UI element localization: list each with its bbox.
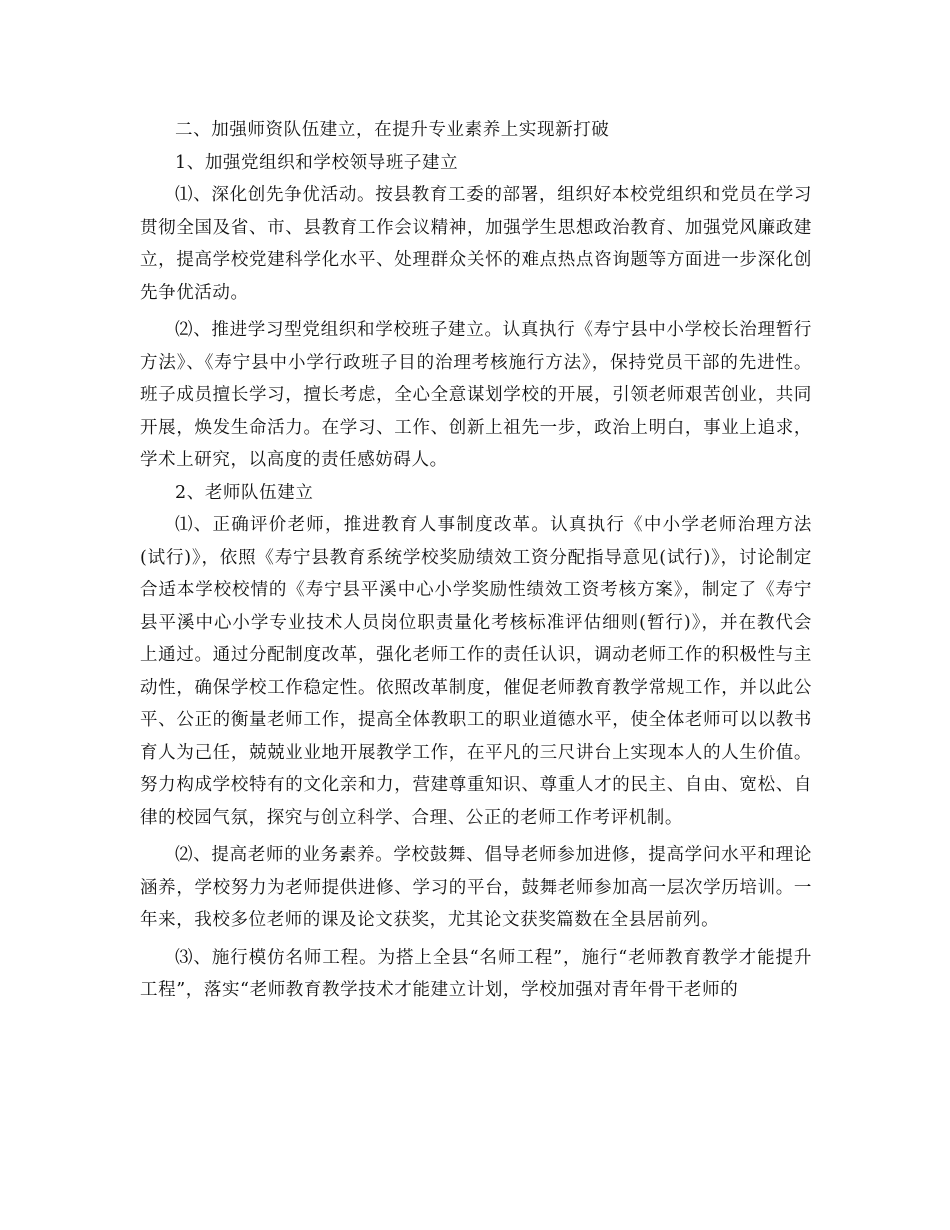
subsection-heading-teacher-team: 2、老师队伍建立	[175, 482, 314, 503]
paragraph-learning-organization: ⑵、推进学习型党组织和学校班子建立。认真执行《寿宁县中小学校长治理暂行方法》、《寿宁县中小学行政班子目的治理考核施行方法》，保持党员干部的先进性。班子成员擅长学习，擅长考虑，全心全意谋划学校的开展，引领老师艰苦创业，共同开展，焕发生命活力。在学习、工作、创新上祖先一步，政治上明白，事业上追求，学术上研究，以高度的责任感妨碍人。	[140, 320, 812, 470]
subsection-heading-party-building: 1、加强党组织和学校领导班子建立	[175, 152, 459, 173]
paragraph-teacher-evaluation: ⑴、正确评价老师，推进教育人事制度改革。认真执行《中小学老师治理方法(试行)》，依照《寿宁县教育系统学校奖励绩效工资分配指导意见(试行)》，讨论制定合适本学校校情的《寿宁县平溪中心小学奖励性绩效工资考核方案》，制定了《寿宁县平溪中心小学专业技术人员岗位职责量化考核标准评估细则(暂行)》，并在教代会上通过。通过分配制度改革，强化老师工作的责任认识，调动老师工作的积极性与主动性，确保学校工作稳定性。依照改革制度，催促老师教育教学常规工作，并以此公平、公正的衡量老师工作，提高全体教职工的职业道德水平，使全体老师可以以教书育人为己任，兢兢业业地开展教学工作，在平凡的三尺讲台上实现本人的人生价值。努力构成学校特有的文化亲和力，营建尊重知识、尊重人才的民主、自由、宽松、自律的校园气氛，探究与创立科学、合理、公正的老师工作考评机制。	[140, 515, 812, 828]
paragraph-famous-teacher-project: ⑶、施行模仿名师工程。为搭上全县“名师工程”，施行“老师教育教学才能提升工程”，落实“老师教育教学技术才能建立计划，学校加强对青年骨干老师的	[140, 947, 812, 1000]
paragraph-teacher-quality: ⑵、提高老师的业务素养。学校鼓舞、倡导老师参加进修，提高学问水平和理论涵养，学校努力为老师提供进修、学习的平台，鼓舞老师参加高一层次学历培训。一年来，我校多位老师的课及论文获奖，尤其论文获奖篇数在全县居前列。	[140, 845, 812, 930]
paragraph-excellence-activity: ⑴、深化创先争优活动。按县教育工委的部署，组织好本校党组织和党员在学习贯彻全国及省、市、县教育工作会议精神，加强学生思想政治教育、加强党风廉政建立，提高学校党建科学化水平、处理群众关怀的难点热点咨询题等方面进一步深化创先争优活动。	[140, 185, 812, 303]
section-heading: 二、加强师资队伍建立，在提升专业素养上实现新打破	[175, 120, 610, 140]
document-body	[140, 114, 812, 1007]
